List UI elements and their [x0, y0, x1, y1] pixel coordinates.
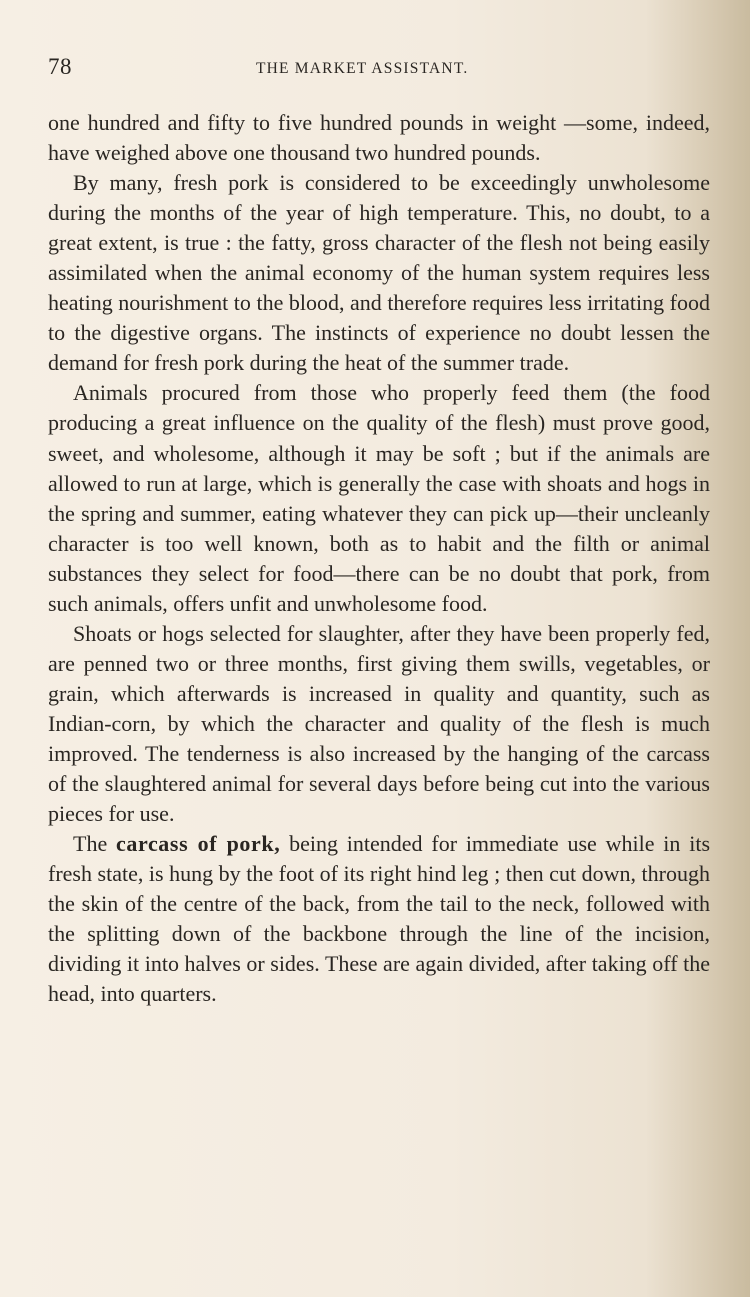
paragraph-3: Animals procured from those who properly feed them (the food producing a great influence on the quality of the flesh) must prove good, sweet, and wholesome, although it may be soft ; but if the animals are allowed to run at large, which is generally the case with shoats and hogs in the spring and summer, eating whatever they can pick up—their uncleanly character is too well known, both as to habit and the filth or animal substances they select for food—there can be no doubt that pork, from such animals, offers unfit and unwholesome food.	[48, 380, 710, 616]
page-number: 78	[48, 54, 72, 79]
paragraph-5-text: being intended for immediate use while in its fresh state, is hung by the foot of its right hind leg ; then cut down, through the skin of the centre of the back, from the tail to the neck, followed with the splitting down of the backbone through the line of the incision, dividing it into halves or sides. These are again divided, after taking off the head, into quarters.	[48, 831, 711, 1007]
paragraph-1: one hundred and fifty to five hundred pounds in weight —some, indeed, have weighed above one thousand two hundred pounds.	[48, 110, 710, 166]
page-body	[48, 108, 710, 1009]
running-head: THE MARKET ASSISTANT.	[256, 60, 469, 77]
paragraph-5-lead: The	[73, 831, 108, 857]
paragraph-2: By many, fresh pork is considered to be exceedingly unwholesome during the months of the year of high temperature. This, no doubt, to a great extent, is true : the fatty, gross character of the flesh not being easily assimilated when the animal economy of the human system requires less heating nourishment to the blood, and therefore requires less irritating food to the digestive organs. The instincts of experience no doubt lessen the demand for fresh pork during the heat of the summer trade.	[48, 170, 710, 376]
bold-term-carcass-of-pork: carcass of pork,	[116, 831, 281, 857]
paragraph-5	[48, 829, 710, 1009]
paragraph-4: Shoats or hogs selected for slaughter, after they have been properly fed, are penned two or three months, first giving them swills, vegetables, or grain, which afterwards is increased in quality and quantity, such as Indian-corn, by which the character and quality of the flesh is much improved. The tenderness is also increased by the hanging of the carcass of the slaughtered animal for several days before being cut into the various pieces for use.	[48, 620, 710, 827]
page-header	[48, 54, 710, 88]
